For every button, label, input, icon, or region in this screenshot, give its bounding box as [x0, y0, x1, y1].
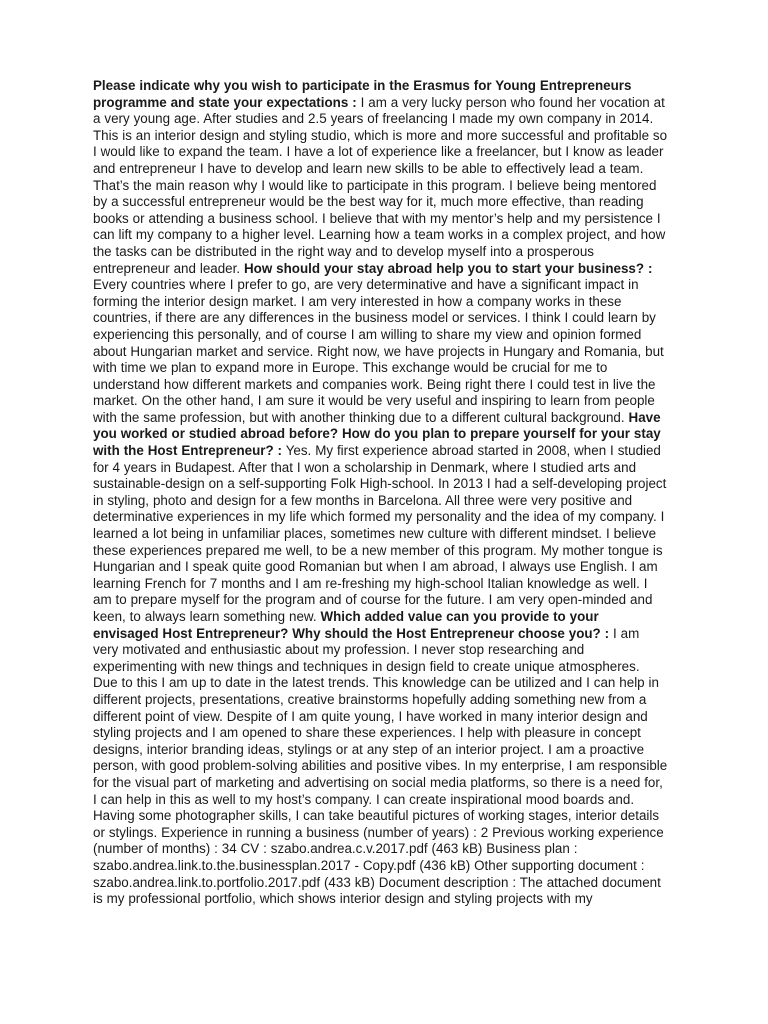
answer-added-value: I am very motivated and enthusiastic about my profession. I never stop researching and experimenting with new things and techniques in design field to create unique atmospheres. Due to this I am up to date in the latest trends. This knowledge can be utilized and I can help in different projects, presentations, creative brainstorms hopefully adding something new from a different point of view. Despite of I am quite young, I have worked in many interior design and styling projects and I am opened to share these experiences. I help with pleasure in concept designs, interior branding ideas, stylings or at any step of an interior project. I am a proactive person, with good problem-solving abilities and positive vibes. In my enterprise, I am responsible for the visual part of marketing and advertising on social media platforms, so there is a need for, I can help in this as well to my host’s company. I can create inspirational mood boards and. Having some photographer skills, I can take beautiful pictures of working stages, interior details or stylings. Experience in running a business (number of years) : 2 Previous working experience (number of months) : 34 CV : szabo.andrea.c.v.2017.pdf (463 kB) Business plan : szabo.andrea.link.to.the.businessplan.2017 - Copy.pdf (436 kB) Other supporting document : szabo.andrea.link.to.portfolio.2017.pdf (433 kB) Document description : The attached document is my professional portfolio, which shows interior design and styling projects with my	[93, 625, 668, 907]
application-text	[93, 78, 668, 908]
answer-experience-abroad: Yes. My first experience abroad started in 2008, when I studied for 4 years in Budapest. After that I won a scholarship in Denmark, where I studied arts and sustainable-design on a self-supporting Folk High-school. In 2013 I had a self-developing project in styling, photo and design for a few months in Barcelona. All three were very positive and determinative experiences in my life which formed my personality and the idea of my company. I learned a lot being in unfamiliar places, sometimes new culture with different mindset. I believe these experiences prepared me well, to be a new member of this program. My mother tongue is Hungarian and I speak quite good Romanian but when I am abroad, I always use English. I am learning French for 7 months and I am re-freshing my high-school Italian knowledge as well. I am to prepare myself for the program and of course for the future. I am very open-minded and keen, to always learn something new.	[93, 443, 667, 624]
answer-stay-abroad: Every countries where I prefer to go, are very determinative and have a significant impact in forming the interior design market. I am very interested in how a company works in these countries, if there are any differences in the business model or services. I think I could learn by experiencing this personally, and of course I am willing to share my view and opinion formed about Hungarian market and service. Right now, we have projects in Hungary and Romania, but with time we plan to expand more in Europe. This exchange would be crucial for me to understand how different markets and companies work. Being right there I could test in live the market. On the other hand, I am sure it would be very useful and inspiring to learn from people with the same profession, but with another thinking due to a different cultural background.	[93, 277, 664, 425]
question-motivation: Please indicate why you wish to participate in the Erasmus for Young Entrepreneurs programme and state your expectations :	[93, 78, 632, 110]
question-added-value: Which added value can you provide to your envisaged Host Entrepreneur? Why should the Host Entrepreneur choose you? :	[93, 609, 610, 641]
question-stay-abroad: How should your stay abroad help you to start your business? :	[243, 260, 653, 276]
question-experience-abroad: Have you worked or studied abroad before? How do you plan to prepare yourself for your stay with the Host Entrepreneur? :	[93, 409, 661, 459]
answer-motivation: I am a very lucky person who found her vocation at a very young age. After studies and 2.5 years of freelancing I made my own company in 2014. This is an interior design and styling studio, which is more and more successful and profitable so I would like to expand the team. I have a lot of experience like a freelancer, but I know as leader and entrepreneur I have to develop and learn new skills to be able to effectively lead a team. That’s the main reason why I would like to participate in this program. I believe being mentored by a successful entrepreneur would be the best way for it, much more effective, than reading books or attending a business school. I believe that with my mentor’s help and my persistence I can lift my company to a higher level. Learning how a team works in a complex project, and how the tasks can be distributed in the right way and to develop myself into a prosperous entrepreneur and leader.	[93, 94, 668, 276]
